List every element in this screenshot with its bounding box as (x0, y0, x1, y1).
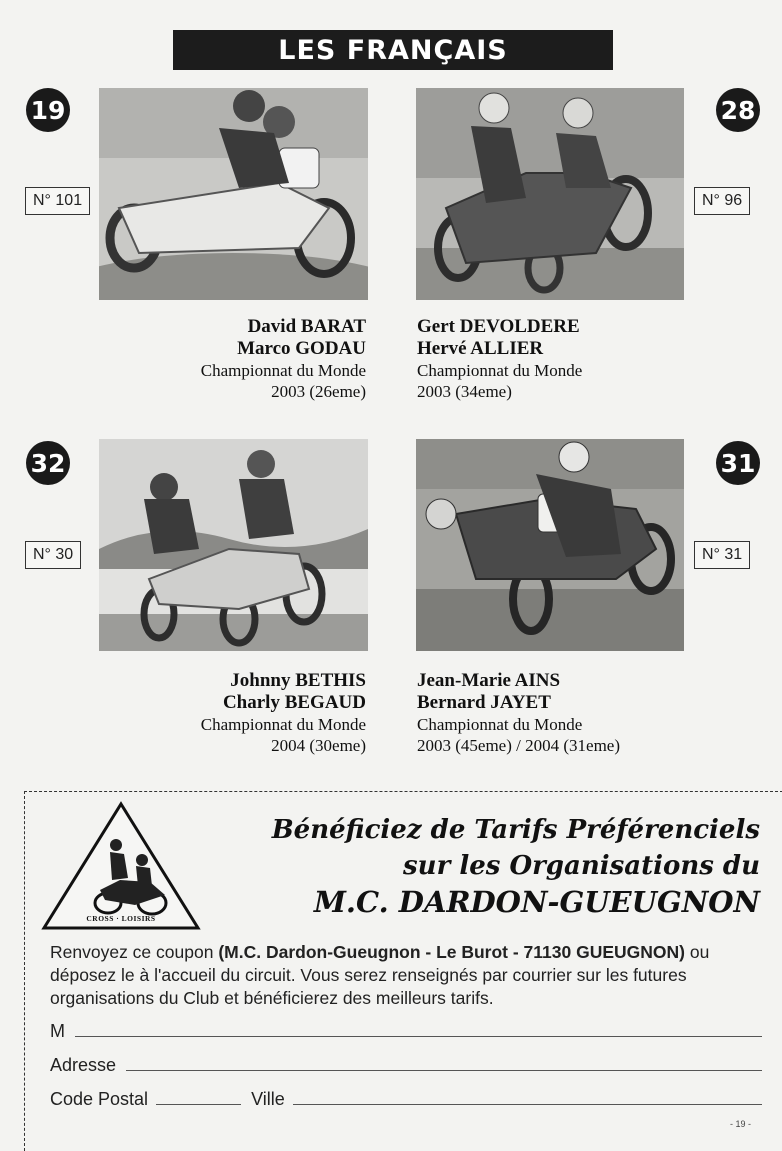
team-caption (100, 670, 366, 756)
rider-name: David BARAT (247, 316, 366, 337)
race-number: N° 30 (25, 541, 81, 569)
championship: Championnat du Monde (200, 361, 366, 380)
name-label: M (50, 1021, 65, 1041)
coupon-instructions (50, 941, 762, 1010)
postal-code-line[interactable] (156, 1103, 241, 1105)
race-number: N° 101 (25, 187, 90, 215)
team-caption (417, 316, 697, 402)
city-line[interactable] (293, 1103, 762, 1105)
cross-loisirs-logo (40, 800, 202, 932)
offer-heading (205, 812, 760, 920)
rider-name: Johnny BETHIS (230, 670, 366, 691)
address-field[interactable] (50, 1054, 762, 1076)
result: 2003 (34eme) (417, 382, 512, 401)
result: 2003 (26eme) (271, 382, 366, 401)
city-label: Ville (251, 1089, 285, 1109)
sidecar-photo (99, 439, 368, 651)
race-number: N° 96 (694, 187, 750, 215)
postal-code-label: Code Postal (50, 1089, 149, 1109)
offer-line: Bénéficiez de Tarifs Préférenciels (271, 815, 760, 845)
passenger-name: Bernard JAYET (417, 692, 551, 713)
intro-text: Renvoyez ce coupon (50, 942, 214, 962)
rank-badge: 31 (716, 441, 760, 485)
offer-line: sur les Organisations du (403, 851, 760, 881)
passenger-name: Charly BEGAUD (222, 692, 366, 713)
result: 2004 (30eme) (271, 736, 366, 755)
rank-badge: 32 (26, 441, 70, 485)
rider-name: Jean-Marie AINS (417, 670, 561, 691)
page-number: - 19 - (730, 1119, 752, 1129)
championship: Championnat du Monde (417, 715, 583, 734)
logo-text: CROSS · LOISIRS (86, 914, 156, 923)
sidecar-photo (416, 88, 684, 300)
team-caption (417, 670, 707, 756)
sidecar-photo (416, 439, 684, 651)
page-title: LES FRANÇAIS (173, 30, 613, 70)
championship: Championnat du Monde (417, 361, 583, 380)
name-field[interactable] (50, 1020, 762, 1042)
rank-badge: 28 (716, 88, 760, 132)
race-number: N° 31 (694, 541, 750, 569)
offer-line: M.C. DARDON-GUEUGNON (313, 885, 760, 919)
passenger-name: Hervé ALLIER (417, 338, 544, 359)
club-address: (M.C. Dardon-Gueugnon - Le Burot - 71130 GUEUGNON) (218, 942, 686, 962)
postal-city-field[interactable] (50, 1088, 762, 1110)
sidecar-photo (99, 88, 368, 300)
rider-name: Gert DEVOLDERE (417, 316, 580, 337)
name-line[interactable] (75, 1035, 762, 1037)
instructions-text: ou déposez le à l'accueil du circuit. Vous serez renseignés par courrier sur les futures organisations du Club et bénéficierez des meilleurs tarifs. (50, 942, 710, 1008)
team-caption (100, 316, 366, 402)
result: 2003 (45eme) / 2004 (31eme) (417, 736, 620, 755)
championship: Championnat du Monde (200, 715, 366, 734)
address-line[interactable] (126, 1069, 762, 1071)
rank-badge: 19 (26, 88, 70, 132)
passenger-name: Marco GODAU (237, 338, 366, 359)
address-label: Adresse (50, 1055, 117, 1075)
